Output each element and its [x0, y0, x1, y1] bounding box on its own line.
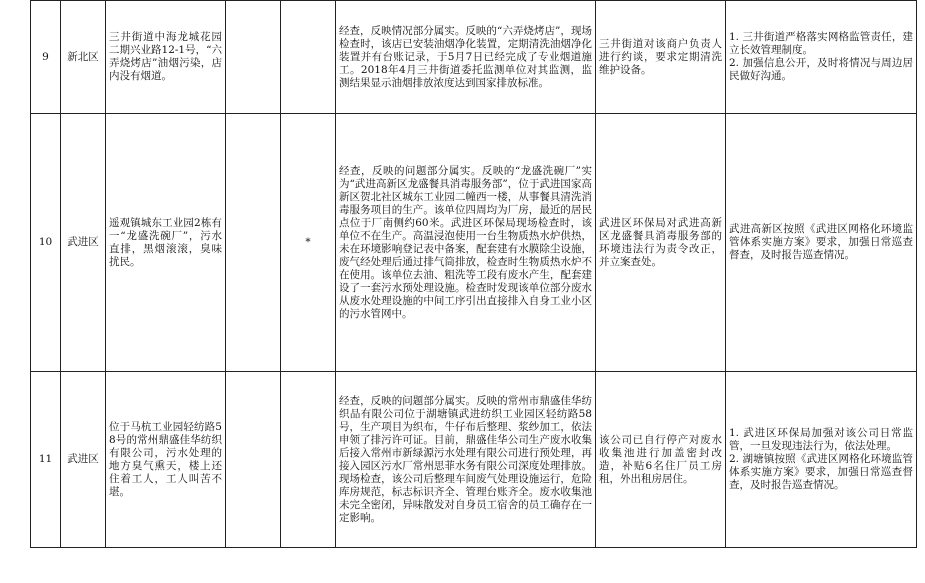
rectification-item: 2. 湖塘镇按照《武进区网格化环境监管体系实施方案》要求，加强日常巡查督查，及时报告巡查情况。 [729, 453, 913, 491]
handling-cell: 三井街道对该商户负责人进行约谈，要求定期清洗维护设备。 [596, 1, 726, 114]
complaint-table [30, 0, 917, 548]
table-row [31, 372, 917, 548]
handling-cell: 该公司已自行停产对废水收集池进行加盖密封改造，补贴6名住厂员工房租，外出租房居住。 [596, 372, 726, 548]
rectification-item: 1. 三井街道严格落实网格监管责任，建立长效管理制度。 [729, 31, 913, 56]
blank-column-cell [226, 1, 281, 114]
blank-column-cell [226, 114, 281, 372]
rectification-item: 2. 加强信息公开，及时将情况与周边居民做好沟通。 [729, 57, 913, 82]
district-cell: 新北区 [61, 1, 106, 114]
rectification-item: 1. 武进区环保局加强对该公司日常监管，一旦发现违法行为，依法处理。 [729, 427, 913, 452]
complaint-cell: 遥观镇城东工业园2栋有一“龙盛洗碗厂”，污水直排，黑烟滚滚，臭味扰民。 [106, 114, 226, 372]
table-row [31, 114, 917, 372]
findings-cell: 经查，反映的问题部分属实。反映的常州市鼎盛佳华纺织品有限公司位于湖塘镇武进纺织工业园区轻纺路58号，生产项目为织布，牛仔布后整理、浆纱加工，依法申领了排污许可证。目前，鼎盛佳华公司生产废水收集后接入常州市新绿源污水处理有限公司进行预处理，再接入园区污水厂常州思菲水务有限公司深度处理排放。现场检查，该公司后整理车间废气处理设施运行，危险库房规范，标志标识齐全、管理台账齐全。废水收集池未完全密闭，异味散发对自身员工宿舍的员工确存在一定影响。 [336, 372, 596, 548]
rectification-item: 武进高新区按照《武进区网格化环境监管体系实施方案》要求，加强日常巡查督查，及时报告巡查情况。 [729, 223, 913, 261]
table-row [31, 1, 917, 114]
district-cell: 武进区 [61, 114, 106, 372]
complaint-cell: 位于马杭工业园轻纺路58号的常州鼎盛佳华纺织有限公司，污水处理的地方臭气熏天，楼上还住着工人，工人叫苦不堪。 [106, 372, 226, 548]
district-cell: 武进区 [61, 372, 106, 548]
complaint-cell: 三井街道中海龙城花园二期兴业路12-1号，“六弄烧烤店”油烟污染，店内没有烟道。 [106, 1, 226, 114]
rectification-cell [726, 114, 917, 372]
flag-cell: * [281, 114, 336, 372]
findings-cell: 经查，反映情况部分属实。反映的“六弄烧烤店”，现场检查时，该店已安装油烟净化装置，定期清洗油烟净化装置并有台账记录，于5月7日已经完成了专业烟道施工。2018年4月三井街道委托监测单位对其监测，监测结果显示油烟排放浓度达到国家排放标准。 [336, 1, 596, 114]
handling-cell: 武进区环保局对武进高新区龙盛餐具消毒服务部的环境违法行为责令改正，并立案查处。 [596, 114, 726, 372]
findings-cell: 经查，反映的问题部分属实。反映的“龙盛洗碗厂”实为“武进高新区龙盛餐具消毒服务部”，位于武进国家高新区贺北社区城东工业园二幢西一楼，从事餐具清洗消毒服务项目的生产。该单位四周均为厂房，最近的居民点位于厂南侧约60米。武进区环保局现场检查时，该单位不在生产。高温浸泡使用一台生物质热水炉供热，未在环境影响登记表中备案，配套建有水膜除尘设施，废气经处理后通过排气筒排放，检查时生物质热水炉不在使用。该单位去油、粗洗等工段有废水产生，配套建设了一套污水预处理设施。检查时发现该单位部分废水从废水处理设施的中间工序引出直接排入自身工业小区的污水管网中。 [336, 114, 596, 372]
rectification-cell [726, 1, 917, 114]
flag-cell [281, 1, 336, 114]
row-number: 10 [31, 114, 61, 372]
flag-cell [281, 372, 336, 548]
rectification-cell [726, 372, 917, 548]
row-number: 9 [31, 1, 61, 114]
blank-column-cell [226, 372, 281, 548]
row-number: 11 [31, 372, 61, 548]
